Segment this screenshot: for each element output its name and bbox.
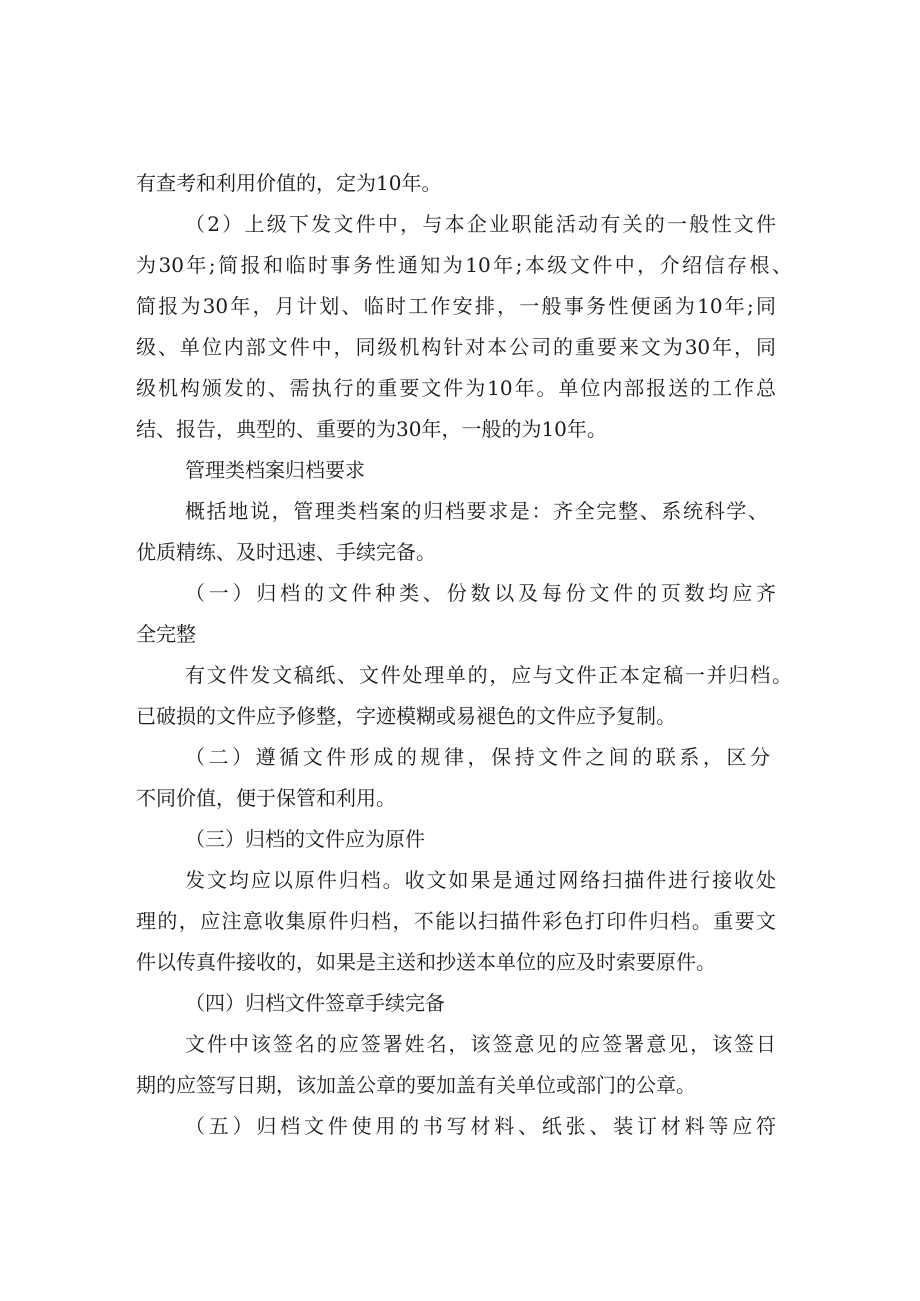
subsection-heading-cont: 不同价值，便于保管和利用。 — [136, 786, 396, 810]
text-line: 概括地说，管理类档案的归档要求是：齐全完整、系统科学、 — [185, 499, 768, 523]
text-line: 为30年;简报和临时事务性通知为10年;本级文件中，介绍信存根、 — [136, 253, 792, 277]
text-line: 结、报告，典型的、重要的为30年，一般的为10年。 — [136, 417, 607, 441]
text-line: 有文件发文稿纸、文件处理单的，应与文件正本定稿一并归档。 — [185, 663, 792, 687]
text-line: 件以传真件接收的，如果是主送和抄送本单位的应及时索要原件。 — [136, 950, 716, 974]
subsection-heading: （五）归档文件使用的书写材料、纸张、装订材料等应符 — [185, 1114, 776, 1138]
section-heading: 管理类档案归档要求 — [185, 458, 365, 482]
subsection-heading: （一）归档的文件种类、份数以及每份文件的页数均应齐 — [185, 581, 776, 605]
subsection-heading: （四）归档文件签章手续完备 — [185, 991, 445, 1015]
subsection-heading: （三）归档的文件应为原件 — [185, 827, 425, 851]
text-line: 简报为30年，月计划、临时工作安排，一般事务性便函为10年;同 — [136, 294, 776, 318]
text-line: 已破损的文件应予修整，字迹模糊或易褪色的文件应予复制。 — [136, 704, 676, 728]
text-line: 级、单位内部文件中，同级机构针对本公司的重要来文为30年，同 — [136, 335, 776, 359]
text-line: 理的，应注意收集原件归档，不能以扫描件彩色打印件归档。重要文 — [136, 909, 776, 933]
subsection-heading: （二）遵循文件形成的规律，保持文件之间的联系，区分 — [185, 745, 770, 769]
subsection-heading-cont: 全完整 — [136, 622, 196, 646]
text-line: 文件中该签名的应签署姓名，该签意见的应签署意见，该签日 — [185, 1032, 776, 1056]
text-line: 发文均应以原件归档。收文如果是通过网络扫描件进行接收处 — [185, 868, 776, 892]
text-line: 期的应签写日期，该加盖公章的要加盖有关单位或部门的公章。 — [136, 1073, 696, 1097]
text-line: （2）上级下发文件中，与本企业职能活动有关的一般性文件 — [185, 212, 776, 236]
text-line: 有查考和利用价值的，定为10年。 — [136, 171, 442, 195]
text-line: 优质精练、及时迅速、手续完备。 — [136, 540, 436, 564]
text-line: 级机构颁发的、需执行的重要文件为10年。单位内部报送的工作总 — [136, 376, 776, 400]
